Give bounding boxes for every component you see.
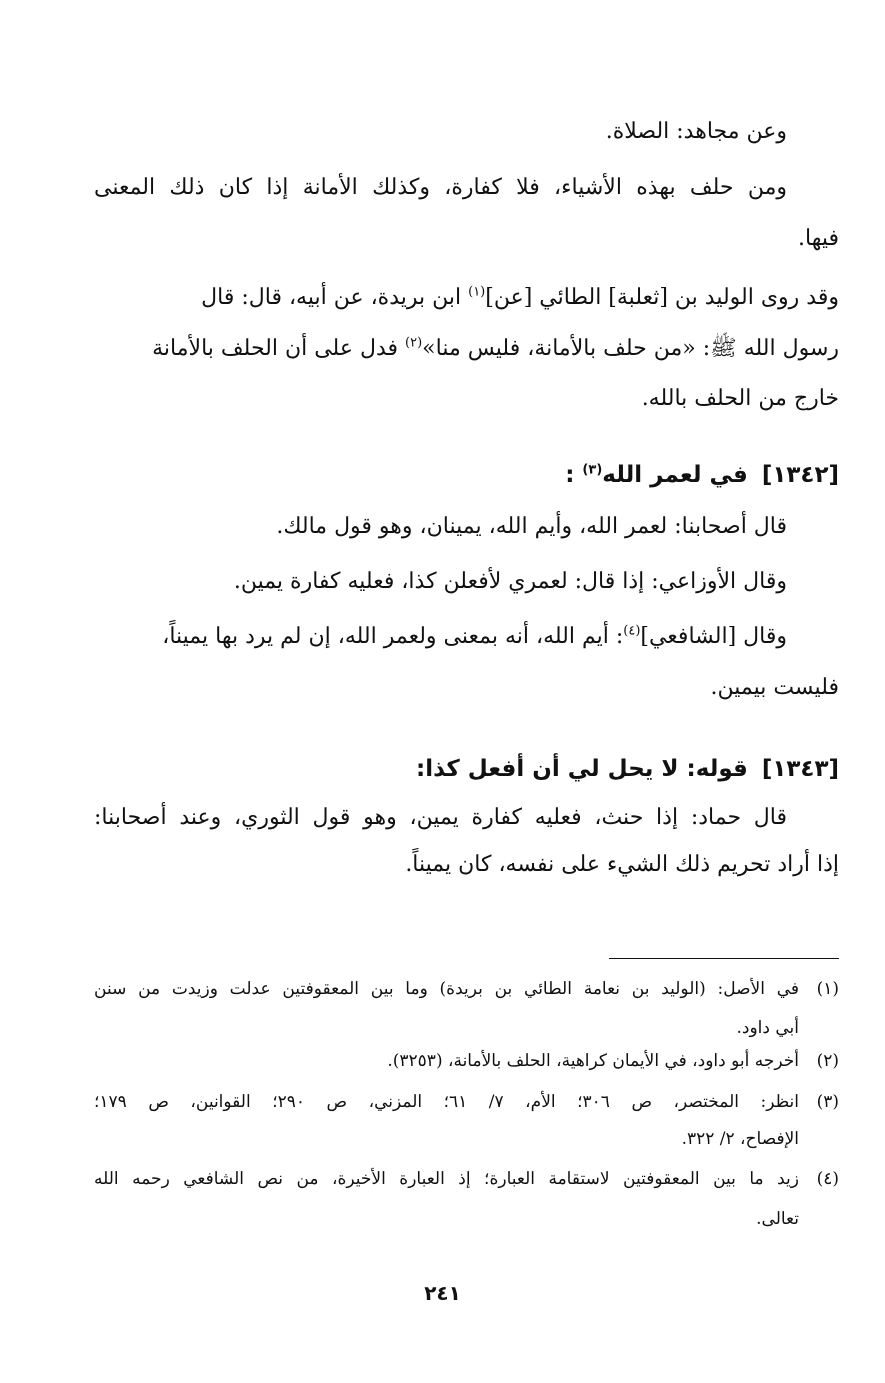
footnote-1: (١)في الأصل: (الوليد بن نعامة الطائي بن بريدة) وما بين المعقوفتين عدلت وزيدت من سنن [94,976,839,1002]
paragraph-line: فيها. [798,226,839,251]
footnote-1-cont: أبي داود. [736,1018,799,1038]
narration-text: ابن بريدة، عن أبيه، قال: قال [201,285,469,310]
footnote-separator [609,958,839,959]
paragraph-line: وقال الأوزاعي: إذا قال: لعمري لأفعلن كذا، فعليه كفارة يمين. [233,569,787,594]
footnote-ref: (٤) [623,623,641,639]
paragraph-line: وقال [الشافعي]$^{(٤)}$: أيم الله، أنه بمعنى ولعمر الله، إن لم يرد بها يميناً، [162,623,787,649]
section-heading-1343 [94,753,839,785]
section-number: [١٣٤٢] [761,462,839,488]
footnote-ref: (٣) [582,462,603,478]
paragraph-line: خارج من الحلف بالله. [641,386,839,411]
footnote-mark: (٢) [816,1051,839,1071]
hadith-text: رسول الله ﷺ: «من حلف بالأمانة، فليس منا» [422,336,839,361]
footnote-2: (٢)أخرجه أبو داود، في الأيمان كراهية، الحلف بالأمانة، (٣٢٥٣). [94,1048,839,1074]
footnote-4: (٤)زيد ما بين المعقوفتين لاستقامة العبارة؛ إذ العبارة الأخيرة، من نص الشافعي رحمه الله [94,1166,839,1192]
hadith-text: فدل على أن الحلف بالأمانة [152,336,406,361]
footnote-ref: (٢) [405,335,423,351]
footnote-mark: (١) [816,979,839,999]
paragraph-line [94,334,839,364]
paragraph-line: وعن مجاهد: الصلاة. [605,119,787,144]
footnote-ref: (١) [468,284,486,300]
paragraph-line: إذا أراد تحريم ذلك الشيء على نفسه، كان يميناً. [405,852,839,877]
footnote-3: (٣)انظر: المختصر، ص ٣٠٦؛ الأم، ٧/ ٦١؛ المزني، ص ٢٩٠؛ القوانين، ص ١٧٩؛ [94,1089,839,1115]
footnote-3-cont: الإفصاح، ٢/ ٣٢٢. [681,1129,799,1149]
narration-text: وقد روى الوليد بن [ثعلبة] الطائي [عن] [485,285,839,310]
section-heading-1342: [١٣٤٢]في لعمر الله$^{(٣)}$ : [565,462,839,488]
section-number: [١٣٤٣] [761,756,839,782]
paragraph-line [94,283,839,313]
section-title: في لعمر الله [602,462,748,488]
paragraph-line: قال حماد: إذا حنث، فعليه كفارة يمين، وهو قول الثوري، وعند أصحابنا: [94,805,787,830]
footnote-mark: (٤) [816,1169,839,1189]
footnote-mark: (٣) [816,1092,839,1112]
section-title: قوله: لا يحل لي أن أفعل كذا: [416,756,748,782]
footnote-4-cont: تعالى. [756,1209,799,1229]
paragraph-line: ومن حلف بهذه الأشياء، فلا كفارة، وكذلك الأمانة إذا كان ذلك المعنى [94,175,787,200]
page-number: ٢٤١ [424,1281,461,1305]
paragraph-line: قال أصحابنا: لعمر الله، وأيم الله، يمينان، وهو قول مالك. [276,514,787,539]
paragraph-line: فليست بيمين. [710,675,839,700]
